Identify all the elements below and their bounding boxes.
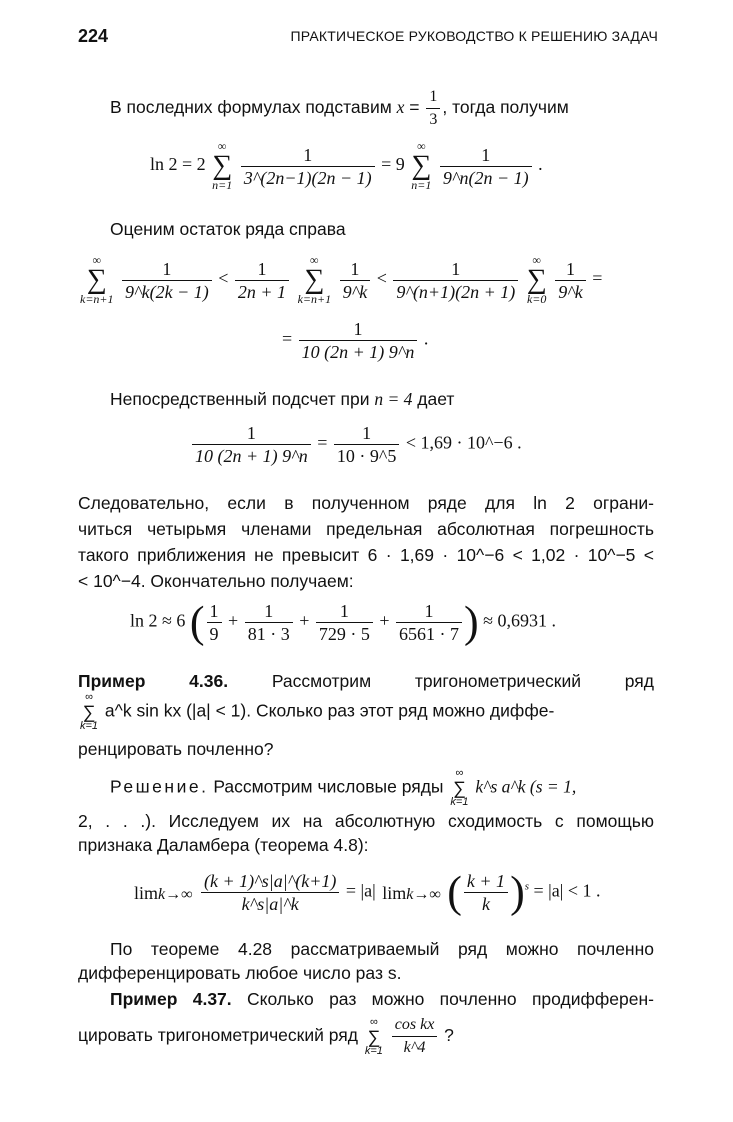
page-number: 224 (78, 26, 109, 46)
p1-var: x (396, 97, 405, 118)
solution-line1: Решение. Рассмотрим числовые ряды ∞ ∑ k=1 k^s a^k (s = 1, (110, 767, 577, 808)
p1-fraction: $\frac{1}{3}$ (426, 86, 440, 131)
solution-label: Решение. (110, 776, 209, 797)
example-4-37-line1: Пример 4.37. Сколько раз можно почленно продифферен- (110, 989, 654, 1009)
eq1-fraction-a: $\frac{1}{3\^{}(2n-1)(2n - 1)}$ (241, 144, 375, 189)
example-4-36-line1: Пример 4.36. Рассмотрим тригонометрический ряд (78, 671, 654, 691)
page-header (78, 26, 658, 50)
sum-symbol: ∞ ∑ n=1 (212, 139, 233, 192)
example-4-36-label: Пример 4.36. (78, 671, 229, 691)
solution-line3: признака Даламбера (теорема 4.8): (78, 835, 369, 855)
paragraph-conclusion-line1: Следовательно, если в полученном ряде для ln 2 ограни- (78, 493, 654, 513)
example-4-36-line2: ∞ ∑ k=1 a^k sin kx (|a| < 1). Сколько раз этот ряд можно диффе- (80, 691, 555, 732)
running-title: ПРАКТИЧЕСКОЕ РУКОВОДСТВО К РЕШЕНИЮ ЗАДАЧ (290, 28, 658, 44)
example-4-37-label: Пример 4.37. (110, 989, 232, 1009)
paragraph-conclusion-line2: читься четырьмя членами предельная абсолютная погрешность (78, 519, 654, 539)
p1-tail: , тогда получим (442, 97, 569, 118)
equation-remainder-estimate: ∞ ∑ k=n+1 $\frac{1}{9\^{}k(2k - 1)}$ < $\frac{1}{2n + 1}$ ∞ ∑ k=n+1 $\frac{1}{9\^{}k}$ < $\frac{1}{9\^{}(n+1)(2n + 1)}$ ∞ ∑ k=0 $\frac{1}{9\^{}k}$ = (80, 253, 603, 306)
example-4-37-line2: цировать тригонометрический ряд ∞ ∑ k=1 $\frac{\text{cos kx}}{k\^{}4}$ ? (78, 1014, 654, 1059)
eq1-fraction-b: $\frac{1}{9\^{}n(2n - 1)}$ (440, 144, 532, 189)
example-4-36-line3: ренцировать почленно? (78, 739, 274, 759)
equation-dalembert: limk→∞ $\frac{(k + 1)\^{}s|a|\^{}(k+1)}{k\^{}s|a|\^{}k}$ = |a| limk→∞ ( $\frac{k + 1}{k}$ )$^s$ = |a| < 1 . (134, 867, 601, 917)
paragraph-remainder: Оценим остаток ряда справа (110, 219, 346, 239)
solution-line2: 2, . . .). Исследуем их на абсолютную сходимость с помощью (78, 811, 654, 831)
paragraph-substitution: В последних формулах подставим x = $\frac{1}{3}$ , тогда получим (110, 86, 654, 131)
paragraph-conclusion-line3: такого приближения не превысит 6 · 1,69 · 10^−6 < 1,02 · 10^−5 < (78, 545, 654, 565)
equation-remainder-result: = $\frac{1}{10 (2n + 1) 9\^{}n}$ . (282, 319, 429, 362)
sum-symbol: ∞ ∑ n=1 (411, 139, 432, 192)
equation-ln2-series: ln 2 = 2 ∞ ∑ n=1 $\frac{1}{3\^{}(2n-1)(2n - 1)}$ = 9 ∞ ∑ n=1 $\frac{1}{9\^{}n(2n - 1)}$ . (150, 139, 543, 192)
equation-ln2-approx: ln 2 ≈ 6 ( $\frac{1}{9}$ + $\frac{1}{81 \cdot 3}$ + $\frac{1}{729 \cdot 5}$ + $\frac{1}{6561 \cdot 7}$ ) ≈ 0,6931 . (130, 597, 557, 647)
equation-n4-estimate: $\frac{1}{10 (2n + 1) 9\^{}n}$ = $\frac{1}{10 \cdot 9\^{}5}$ < 1,69 · 10^−6 . (190, 422, 522, 467)
p1-text: В последних формулах подставим (110, 97, 392, 118)
paragraph-theorem-line2: дифференцировать любое число раз s. (78, 963, 402, 983)
paragraph-direct-count: Непосредственный подсчет при n = 4 дает (110, 389, 455, 409)
paragraph-conclusion-line4: < 10^−4. Окончательно получаем: (78, 571, 354, 591)
paragraph-theorem-line1: По теореме 4.28 рассматриваемый ряд можно почленно (110, 939, 654, 959)
